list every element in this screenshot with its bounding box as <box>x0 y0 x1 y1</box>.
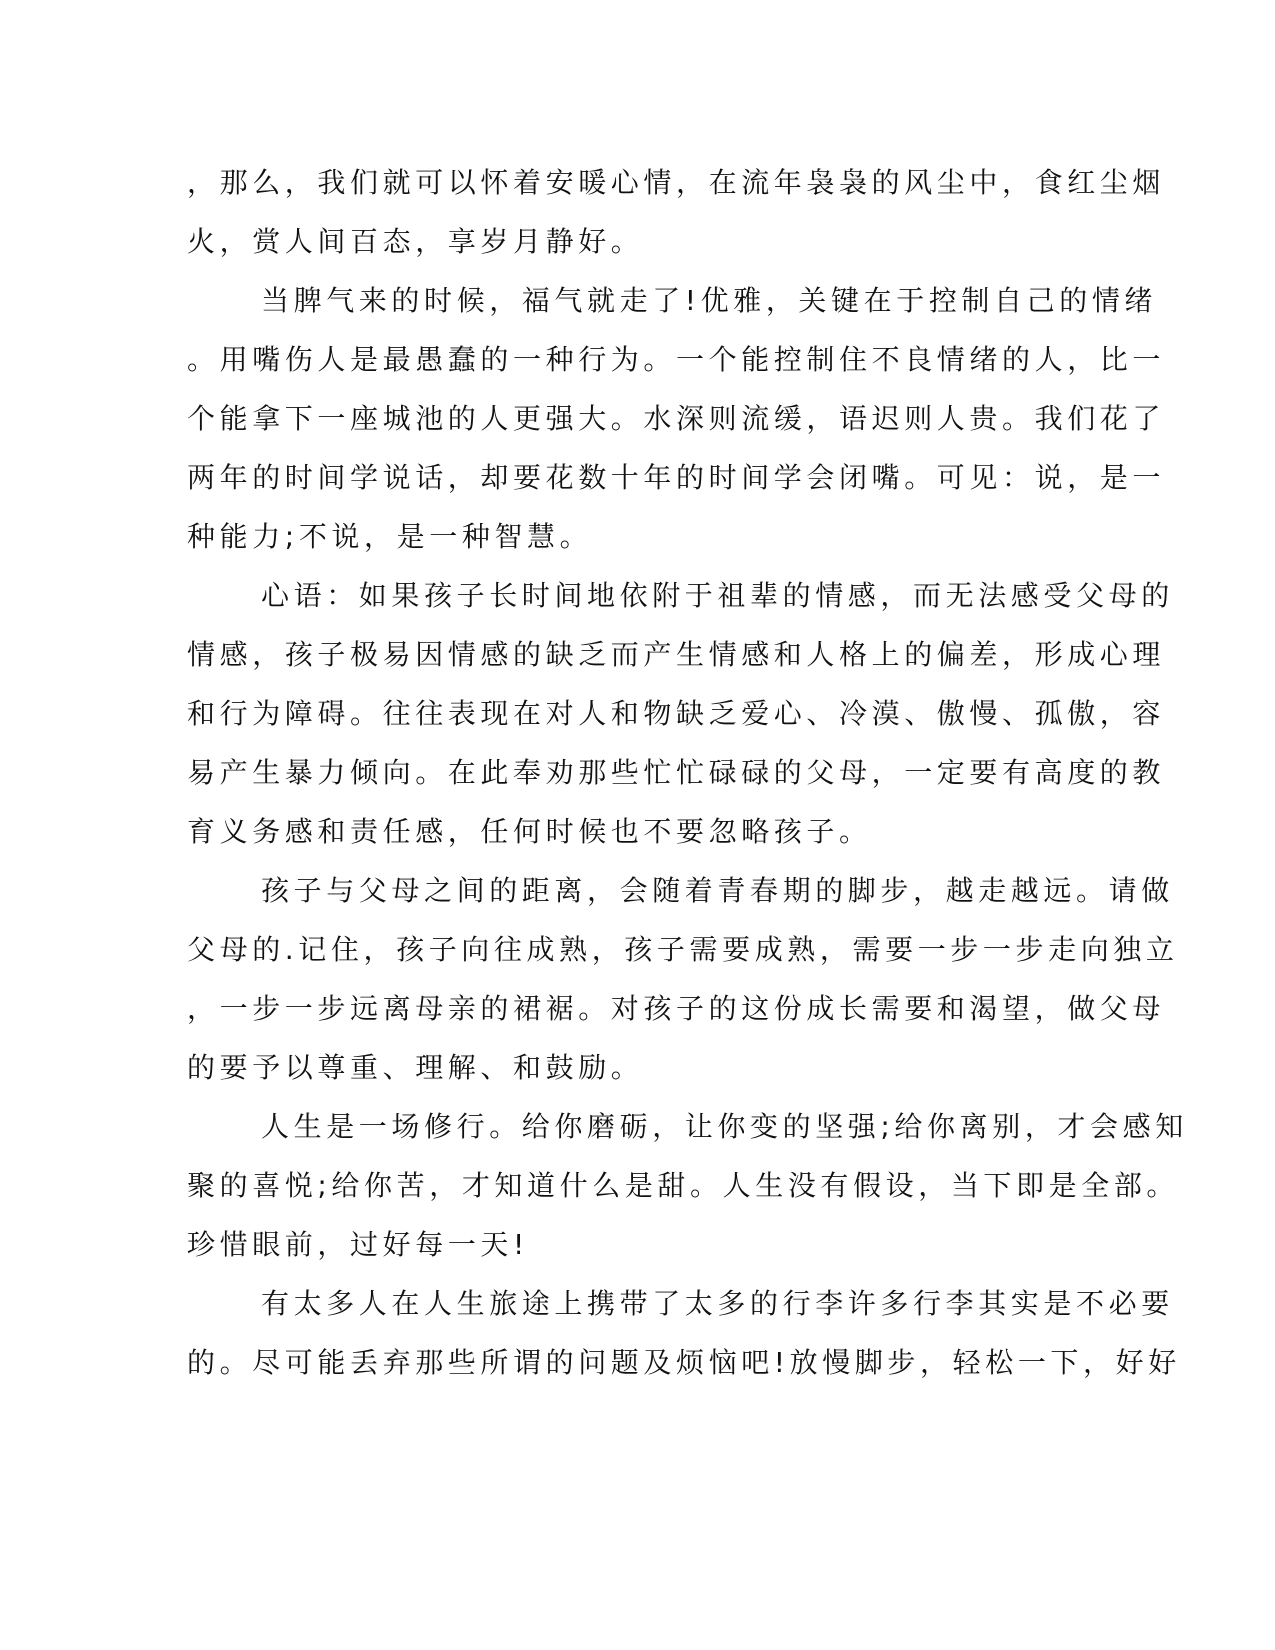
paragraph-first-line: 有太多人在人生旅途上携带了太多的行李许多行李其实是不必要 <box>261 1287 1174 1320</box>
paragraph-first-line: 人生是一场修行。给你磨砺，让你变的坚强;给你离别，才会感知 <box>261 1110 1188 1143</box>
text-line: ，那么，我们就可以怀着安暖心情，在流年袅袅的风尘中，食红尘烟 <box>187 166 1166 199</box>
text-line: 易产生暴力倾向。在此奉劝那些忙忙碌碌的父母，一定要有高度的教 <box>187 756 1166 789</box>
text-line: 育义务感和责任感，任何时候也不要忽略孩子。 <box>187 815 872 848</box>
text-line: 种能力;不说，是一种智慧。 <box>187 520 593 553</box>
text-line: 的要予以尊重、理解、和鼓励。 <box>187 1051 644 1084</box>
text-line: 情感，孩子极易因情感的缺乏而产生情感和人格上的偏差，形成心理 <box>187 638 1166 671</box>
text-line: 。用嘴伤人是最愚蠢的一种行为。一个能控制住不良情绪的人，比一 <box>187 343 1166 376</box>
text-line: 的。尽可能丢弃那些所谓的问题及烦恼吧!放慢脚步，轻松一下，好好 <box>187 1346 1181 1379</box>
paragraph-first-line: 孩子与父母之间的距离，会随着青春期的脚步，越走越远。请做 <box>261 874 1174 907</box>
text-line: 和行为障碍。往往表现在对人和物缺乏爱心、冷漠、傲慢、孤傲，容 <box>187 697 1166 730</box>
paragraph-first-line: 心语：如果孩子长时间地依附于祖辈的情感，而无法感受父母的 <box>261 579 1174 612</box>
text-line: 个能拿下一座城池的人更强大。水深则流缓，语迟则人贵。我们花了 <box>187 402 1166 435</box>
text-line: 两年的时间学说话，却要花数十年的时间学会闭嘴。可见：说，是一 <box>187 461 1166 494</box>
paragraph-first-line: 当脾气来的时候，福气就走了!优雅，关键在于控制自己的情绪 <box>261 284 1158 317</box>
text-line: 火，赏人间百态，享岁月静好。 <box>187 225 644 258</box>
text-line: 珍惜眼前，过好每一天! <box>187 1228 529 1261</box>
text-line: 聚的喜悦;给你苦，才知道什么是甜。人生没有假设，当下即是全部。 <box>187 1169 1180 1202</box>
text-line: ，一步一步远离母亲的裙裾。对孩子的这份成长需要和渴望，做父母 <box>187 992 1166 1025</box>
text-line: 父母的.记住，孩子向往成熟，孩子需要成熟，需要一步一步走向独立 <box>187 933 1179 966</box>
